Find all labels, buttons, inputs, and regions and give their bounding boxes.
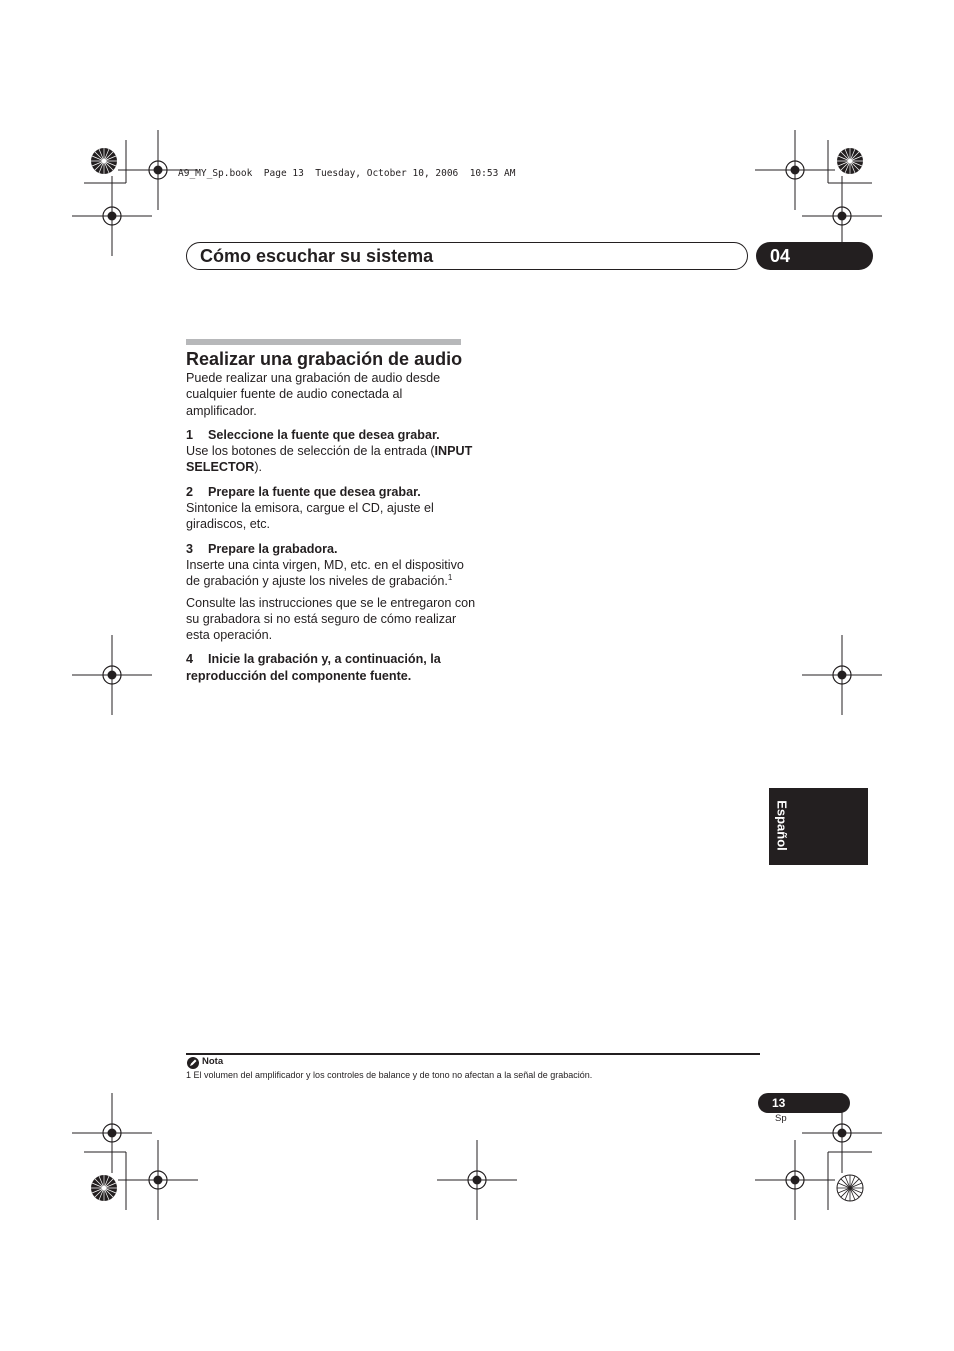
language-tab-label: Español [774, 800, 790, 851]
note-rule [186, 1053, 760, 1055]
step-text: Use los botones de selección de la entrada (INPUT SELECTOR). [186, 444, 473, 475]
input-selector-label: INPUT SELECTOR [186, 444, 473, 475]
step-heading: 1 Seleccione la fuente que desea grabar. [186, 427, 440, 442]
step-text: Consulte las instrucciones que se le entregaron con su grabadora si no está seguro de cómo realizar esta operación. [186, 595, 476, 643]
step-heading: 4 Inicie la grabación y, a continuación, la reproducción del componente fuente. [186, 652, 441, 683]
chapter-number: 04 [756, 242, 873, 270]
chapter-title: Cómo escuchar su sistema [200, 246, 434, 266]
intro-paragraph: Puede realizar una grabación de audio desde cualquier fuente de audio conectada al amplificador. [186, 371, 441, 418]
step-text: Sintonice la emisora, cargue el CD, ajuste el giradiscos, etc. [186, 501, 434, 532]
footnote-ref: 1 [447, 573, 453, 583]
note-pencil-icon [187, 1057, 199, 1069]
file-info: A9_MY_Sp.book Page 13 Tuesday, October 10, 2006 10:53 AM [178, 168, 516, 179]
step-text: Inserte una cinta virgen, MD, etc. en el dispositivo de grabación y ajuste los niveles de grabación.$^1$ [186, 557, 464, 589]
section-body [186, 370, 476, 684]
section-title: Realizar una grabación de audio [186, 349, 463, 369]
page-language: Sp [775, 1113, 787, 1124]
note-label: Nota [202, 1056, 224, 1067]
step-heading: 2 Prepare la fuente que desea grabar. [186, 484, 421, 499]
step-heading: 3 Prepare la grabadora. [186, 541, 338, 556]
page-number: 13 [772, 1096, 786, 1110]
section-rule [186, 339, 461, 345]
note-text: 1 El volumen del amplificador y los controles de balance y de tono no afectan a la señal de grabación. [186, 1070, 593, 1080]
